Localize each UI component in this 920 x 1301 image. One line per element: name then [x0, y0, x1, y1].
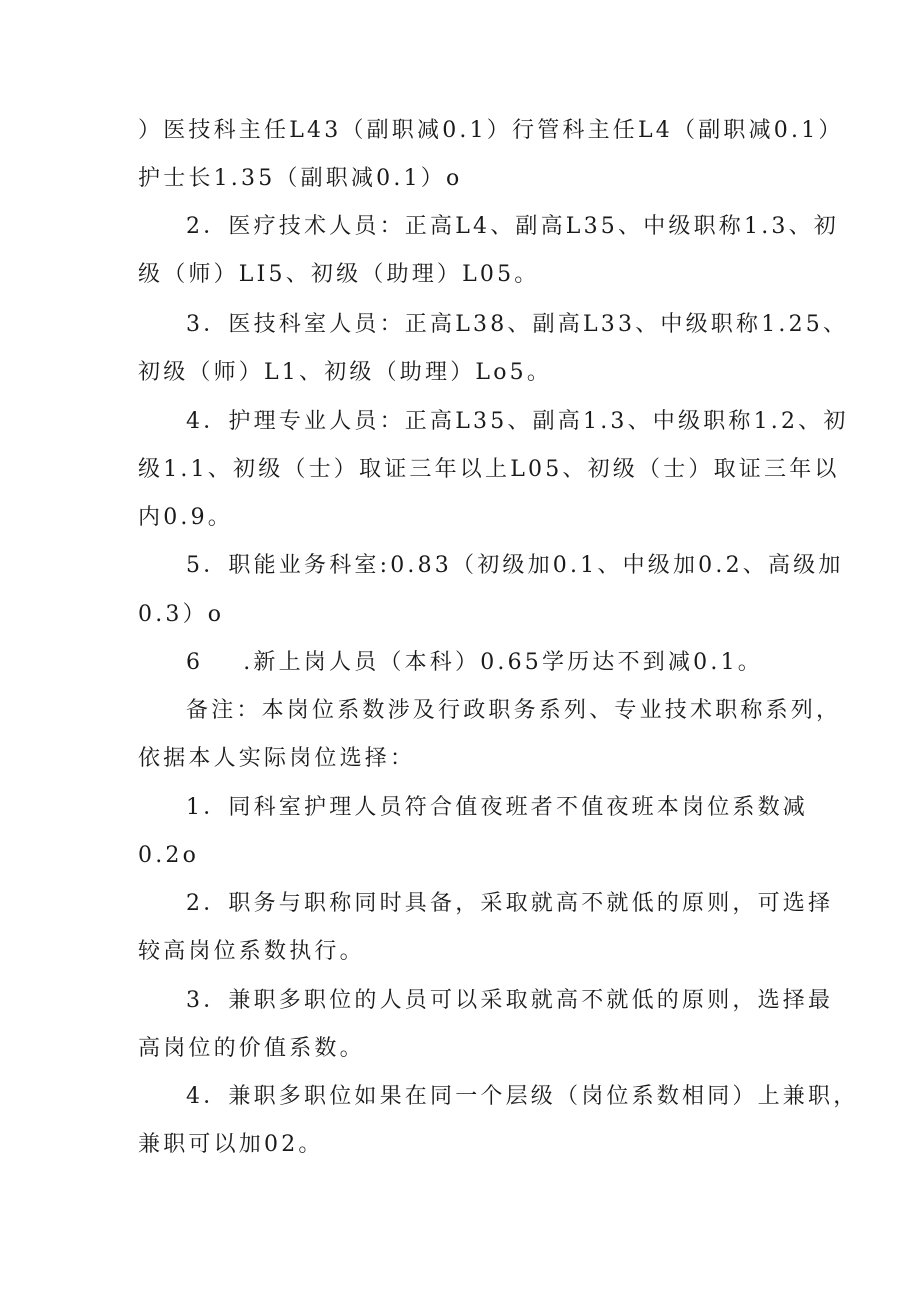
text-line: 1．同科室护理人员符合值夜班者不值夜班本岗位系数减 — [186, 795, 808, 820]
text-line: 2．职务与职称同时具备，采取就高不就低的原则，可选择 — [186, 891, 834, 916]
text-line — [186, 648, 763, 678]
text-line: 初级（师）L1、初级（助理）Lo5。 — [138, 360, 553, 385]
text-line: 依据本人实际岗位选择： — [138, 746, 416, 771]
text-line: 内0.9。 — [138, 505, 233, 530]
text-line: 3．医技科室人员：正高L38、副高L33、中级职称1.25、 — [186, 312, 849, 337]
text-line: 较高岗位系数执行。 — [138, 939, 365, 964]
list-text: .新上岗人员（本科）0.65学历达不到减0.1。 — [243, 650, 763, 675]
text-line: 2．医疗技术人员：正高L4、副高L35、中级职称1.3、初 — [186, 214, 839, 239]
text-line: 0.3）o — [138, 602, 225, 627]
text-line: 5．职能业务科室:0.83（初级加0.1、中级加0.2、高级加 — [186, 553, 844, 578]
text-line: 4．护理专业人员：正高L35、副高1.3、中级职称1.2、初 — [186, 409, 849, 434]
text-line: 0.2o — [138, 843, 200, 868]
text-line: ）医技科主任L43（副职减0.1）行管科主任L4（副职减0.1） — [138, 118, 844, 143]
text-line: 高岗位的价值系数。 — [138, 1036, 365, 1061]
text-line: 级（师）LI5、初级（助理）L05。 — [138, 262, 540, 287]
text-line: 兼职可以加02。 — [138, 1132, 324, 1157]
text-line: 级1.1、初级（士）取证三年以上L05、初级（士）取证三年以 — [138, 457, 840, 482]
text-line: 4．兼职多职位如果在同一个层级（岗位系数相同）上兼职， — [186, 1084, 859, 1109]
list-number: 6 — [186, 650, 204, 675]
text-line: 3．兼职多职位的人员可以采取就高不就低的原则，选择最 — [186, 988, 834, 1013]
text-line: 备注：本岗位系数涉及行政职务系列、专业技术职称系列， — [186, 698, 842, 723]
text-line: 护士长1.35（副职减0.1）o — [138, 166, 463, 191]
